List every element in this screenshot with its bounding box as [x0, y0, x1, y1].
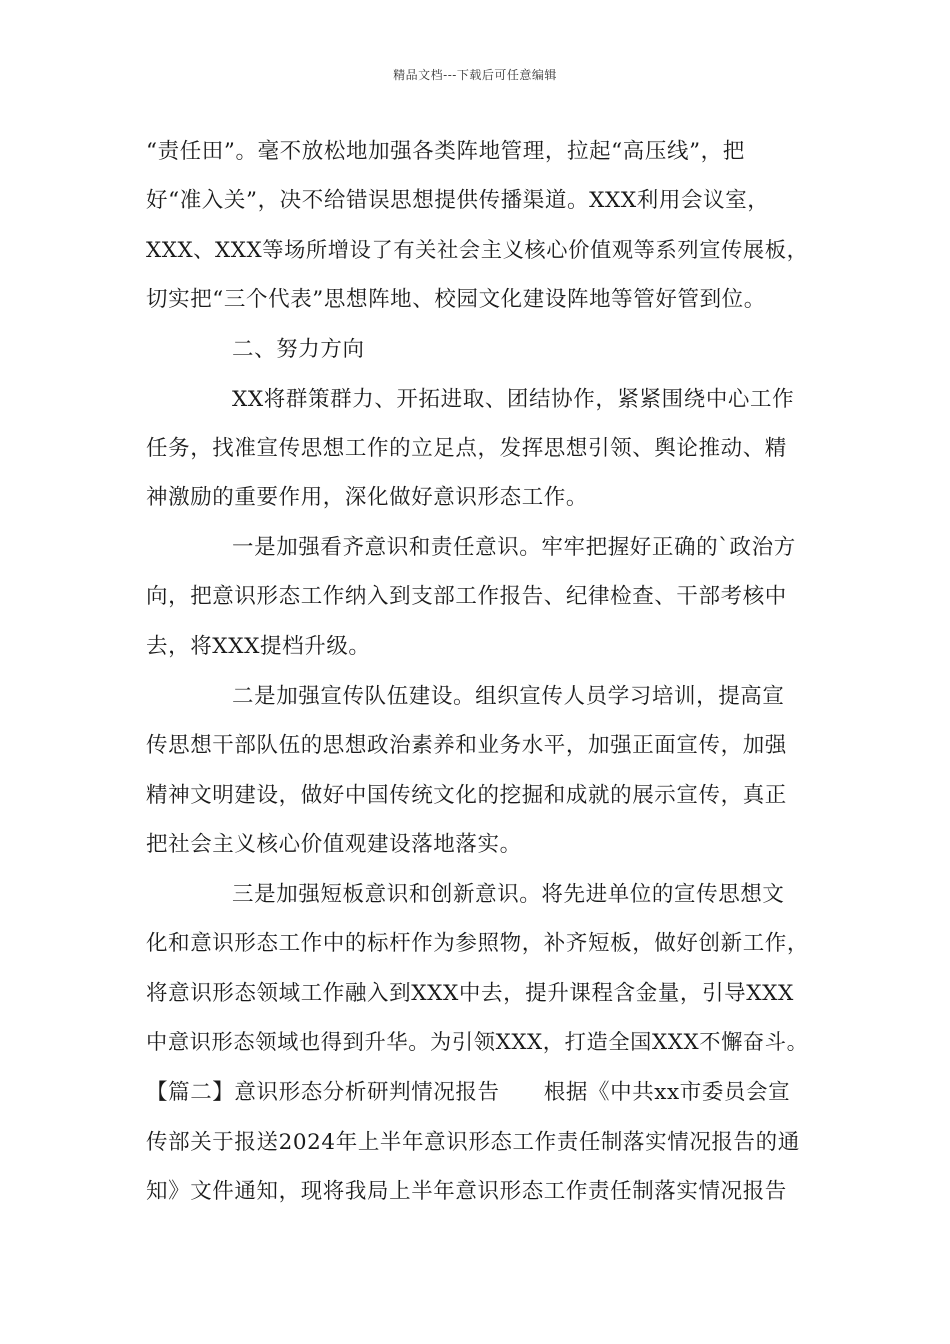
page-header: 精品文档---下载后可任意编辑 [393, 68, 557, 82]
text-line: 把社会主义核心价值观建设落地落实。 [146, 832, 522, 857]
text-line: 知》文件通知，现将我局上半年意识形态工作责任制落实情况报告 [146, 1179, 787, 1204]
text-line: 去，将XXX提档升级。 [146, 634, 371, 659]
text-line: 切实把“三个代表”思想阵地、校园文化建设阵地等管好管到位。 [146, 287, 766, 312]
text-line: 三是加强短板意识和创新意识。将先进单位的宣传思想文 [232, 882, 785, 907]
text-line: 神激励的重要作用，深化做好意识形态工作。 [146, 485, 589, 510]
text-line: 【篇二】意识形态分析研判情况报告 根据《中共xx市委员会宣 [146, 1080, 791, 1105]
text-line: 向，把意识形态工作纳入到支部工作报告、纪律检查、干部考核中 [146, 584, 787, 609]
text-line: XXX、XXX等场所增设了有关社会主义核心价值观等系列宣传展板， [146, 238, 809, 263]
text-line: 传部关于报送2024年上半年意识形态工作责任制落实情况报告的通 [146, 1130, 800, 1155]
text-line: 二是加强宣传队伍建设。组织宣传人员学习培训，提高宣 [232, 684, 785, 709]
text-line: 好“准入关”，决不给错误思想提供传播渠道。XXX利用会议室， [146, 188, 770, 213]
text-line: 传思想干部队伍的思想政治素养和业务水平，加强正面宣传，加强 [146, 733, 787, 758]
text-line: 精神文明建设，做好中国传统文化的挖掘和成就的展示宣传，真正 [146, 783, 787, 808]
text-line: 一是加强看齐意识和责任意识。牢牢把握好正确的`政治方 [232, 535, 796, 560]
text-line: 化和意识形态工作中的标杆作为参照物，补齐短板，做好创新工作， [146, 931, 810, 956]
text-line: XX将群策群力、开拓进取、团结协作，紧紧围绕中心工作 [232, 387, 795, 412]
text-line: 任务，找准宣传思想工作的立足点，发挥思想引领、舆论推动、精 [146, 436, 787, 461]
section-heading: 二、努力方向 [232, 337, 365, 362]
text-line: 中意识形态领域也得到升华。为引领XXX，打造全国XXX不懈奋斗。 [146, 1030, 809, 1055]
text-line: “责任田”。毫不放松地加强各类阵地管理，拉起“高压线”，把 [146, 139, 745, 164]
text-line: 将意识形态领域工作融入到XXX中去，提升课程含金量，引导XXX [146, 981, 794, 1006]
